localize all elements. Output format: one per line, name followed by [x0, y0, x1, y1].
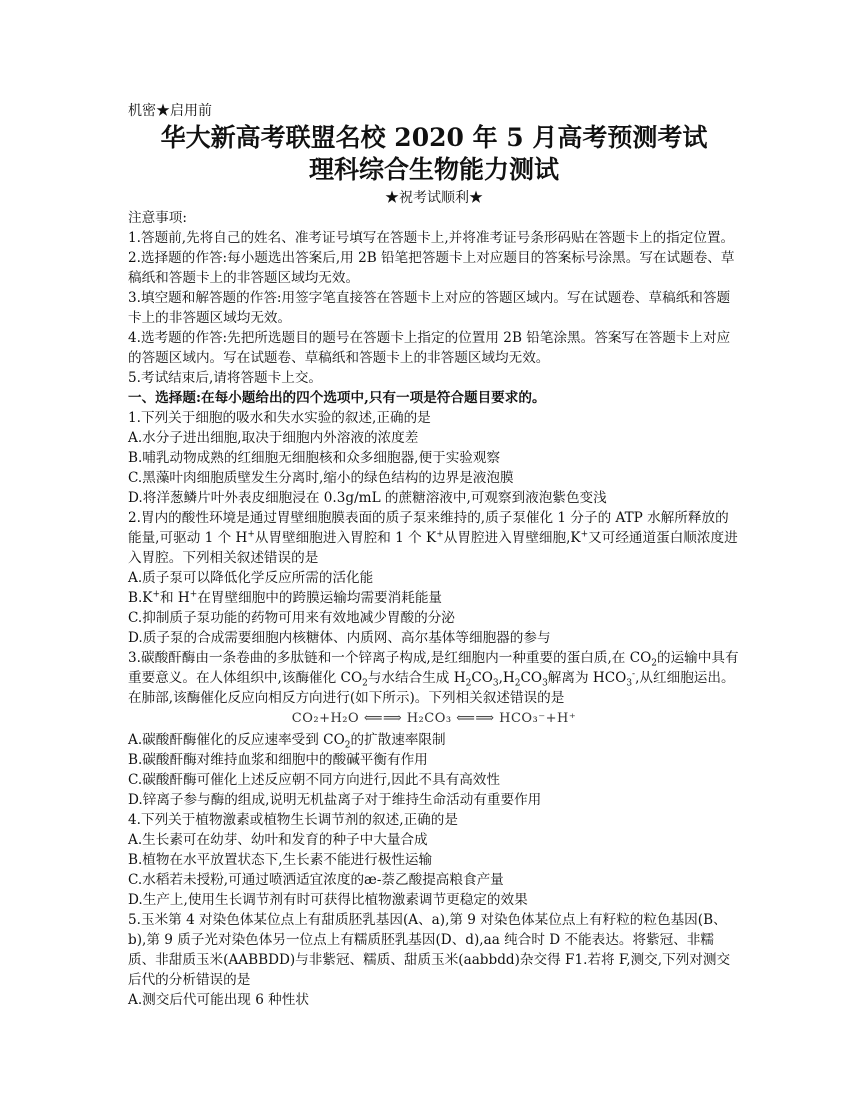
option-b: B.哺乳动物成熟的红细胞无细胞核和众多细胞器,便于实验观察 [128, 450, 501, 466]
section-heading: 一、选择题:在每小题给出的四个选项中,只有一项是符合题目要求的。 [128, 390, 546, 406]
option-d: D.生产上,使用生长调节剂有时可获得比植物激素调节更稳定的效果 [128, 892, 528, 908]
exam-page [128, 100, 740, 1010]
note-3: 3.填空题和解答题的作答:用签字笔直接答在答题卡上对应的答题区域内。写在试题卷、草稿纸和答题卡上的非答题区域均无效。 [128, 290, 731, 326]
question-stem: 4.下列关于植物激素或植物生长调节剂的叙述,正确的是 [128, 812, 458, 828]
option-b: B.植物在水平放置状态下,生长素不能进行极性运输 [128, 852, 433, 868]
option-b: B.K+和 H+在胃壁细胞中的跨膜运输均需要消耗能量 [128, 589, 443, 606]
question-5 [128, 910, 740, 1010]
wish-line: ★祝考试顺利★ [385, 190, 483, 206]
question-3 [128, 648, 740, 810]
note-5: 5.考试结束后,请将答题卡上交。 [128, 370, 323, 386]
question-stem: 5.玉米第 4 对染色体某位点上有甜质胚乳基因(A、a),第 9 对染色体某位点上有籽粒的粒色基因(B、b),第 9 质子光对染色体另一位点上有糯质胚乳基因(D、d),aa 纯合时 D 不能表达。将紫冠、非糯质、非甜质玉米(AABBDD)与非紫冠、糯质、甜质玉米(aabbdd)杂交得 F1.若将 F,测交,下列对测交后代的分析错误的是 [128, 912, 731, 988]
option-a: A.碳酸酐酶催化的反应速率受到 $CO_2$的扩散速率限制 [128, 732, 446, 751]
question-1 [128, 408, 740, 508]
option-d: D.质子泵的合成需要细胞内核糖体、内质网、高尔基体等细胞器的参与 [128, 630, 551, 646]
question-stem: 3.碳酸酐酶由一条卷曲的多肽链和一个锌离子构成,是红细胞内一种重要的蛋白质,在 $CO_2$的运输中具有重要意义。在人体组织中,该酶催化 $CO_2$与水结合生成 $H_2CO_3,H_2CO_3$解离为 $HCO_3^-$,从红细胞运出。在肺部,该酶催化反应向相反方向进行(如下所示)。下列相关叙述错误的是 [128, 650, 739, 706]
notes-section [128, 208, 740, 388]
option-c: C.黑藻叶肉细胞质壁发生分离时,缩小的绿色结构的边界是液泡膜 [128, 470, 514, 486]
exam-title-line1: 华大新高考联盟名校 2020 年 5 月高考预测考试 [160, 123, 708, 152]
section-choice [128, 388, 740, 1010]
option-a: A.水分子进出细胞,取决于细胞内外溶液的浓度差 [128, 430, 419, 446]
secret-mark: 机密★启用前 [128, 103, 212, 119]
note-4: 4.选考题的作答:先把所选题目的题号在答题卡上指定的位置用 2B 铅笔涂黑。答案写在答题卡上对应的答题区域内。写在试题卷、草稿纸和答题卡上的非答题区域均无效。 [128, 330, 731, 366]
option-a: A.生长素可在幼芽、幼叶和发育的种子中大量合成 [128, 832, 428, 848]
option-c: C.碳酸酐酶可催化上述反应朝不同方向进行,因此不具有高效性 [128, 772, 500, 788]
question-2 [128, 508, 740, 648]
question-stem: 2.胃内的酸性环境是通过胃壁细胞膜表面的质子泵来维持的,质子泵催化 1 分子的 ATP 水解所释放的能量,可驱动 1 个 H+从胃壁细胞进入胃腔和 1 个 K+从胃腔进入胃壁细胞,K+又可经通道蛋白顺浓度进入胃腔。下列相关叙述错误的是 [128, 510, 738, 566]
reaction-equation: CO₂+H₂O ⟸⟹ H₂CO₃ ⟸⟹ HCO₃⁻+H⁺ [291, 711, 577, 726]
option-a: A.测交后代可能出现 6 种性状 [128, 992, 309, 1008]
option-c: C.水稻若未授粉,可通过喷洒适宜浓度的æ-萘乙酸提高粮食产量 [128, 872, 504, 888]
question-stem: 1.下列关于细胞的吸水和失水实验的叙述,正确的是 [128, 410, 431, 426]
note-1: 1.答题前,先将自己的姓名、准考证号填写在答题卡上,并将准考证号条形码贴在答题卡上的指定位置。 [128, 230, 735, 246]
option-d: D.锌离子参与酶的组成,说明无机盐离子对于维持生命活动有重要作用 [128, 792, 542, 808]
option-d: D.将洋葱鳞片叶外表皮细胞浸在 0.3g/mL 的蔗糖溶液中,可观察到液泡紫色变浅 [128, 490, 607, 506]
exam-title-line2: 理科综合生物能力测试 [308, 155, 559, 184]
option-b: B.碳酸酐酶对维持血浆和细胞中的酸碱平衡有作用 [128, 752, 428, 768]
option-c: C.抑制质子泵功能的药物可用来有效地减少胃酸的分泌 [128, 610, 455, 626]
option-a: A.质子泵可以降低化学反应所需的活化能 [128, 570, 374, 586]
notes-heading: 注意事项: [128, 210, 187, 226]
question-4 [128, 810, 740, 910]
note-2: 2.选择题的作答:每小题选出答案后,用 2B 铅笔把答题卡上对应题目的答案标号涂黑。写在试题卷、草稿纸和答题卡上的非答题区域均无效。 [128, 250, 735, 286]
